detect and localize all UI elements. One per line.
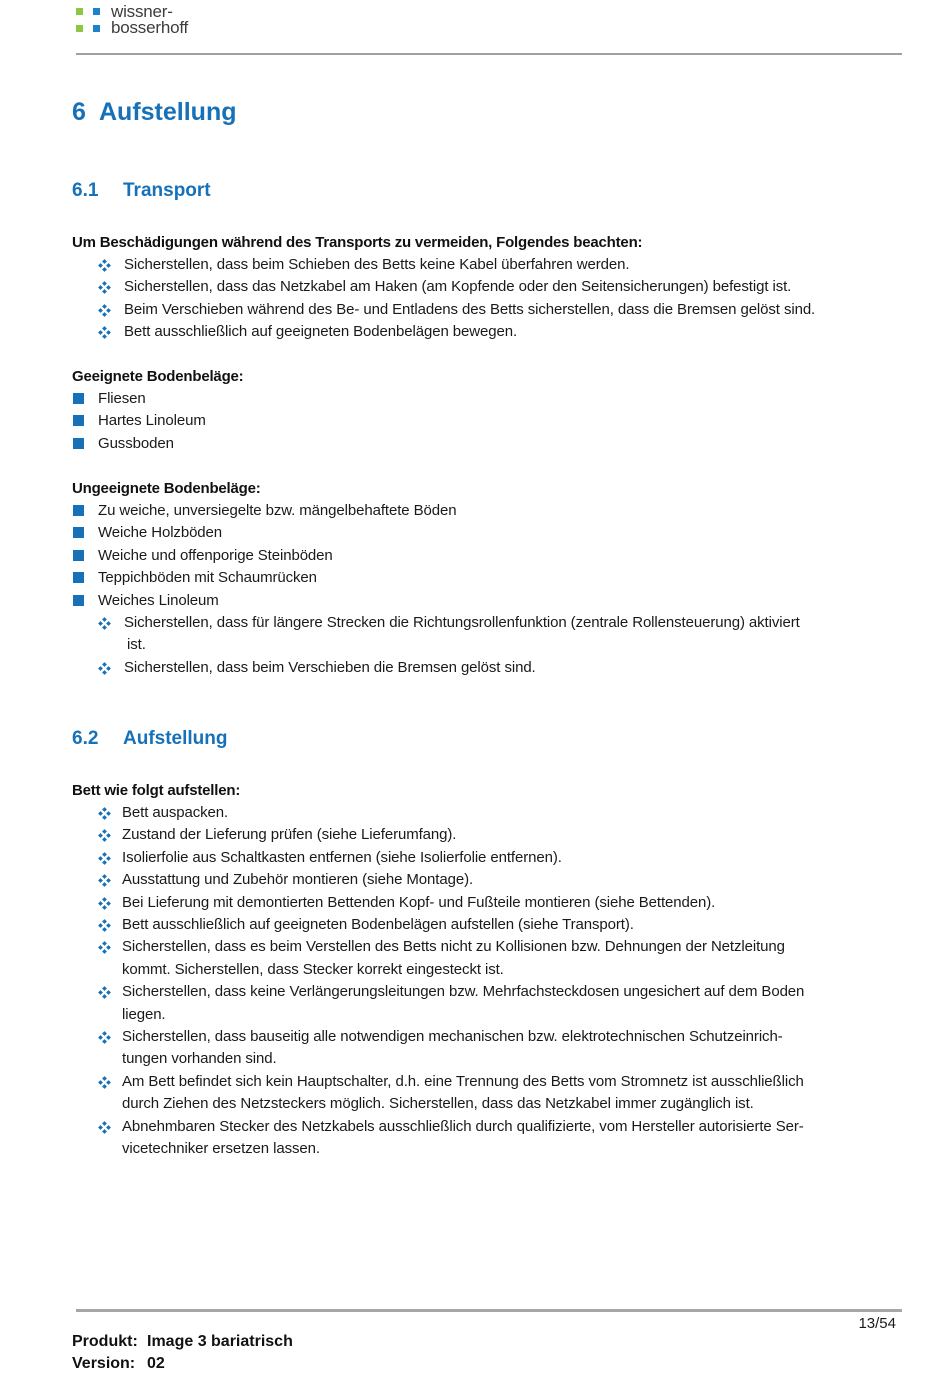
transport-lead: Um Beschädigungen während des Transports zu vermeiden, Folgendes beachten: [72, 234, 643, 251]
setup-list-item: Bei Lieferung mit demontierten Bettenden Kopf- und Fußteile montieren (siehe Bettenden). [122, 893, 716, 911]
logo-square-green [76, 8, 83, 15]
square-bullet-icon [73, 393, 84, 404]
chapter-heading: 6 Aufstellung [72, 98, 237, 126]
diamond-bullet-icon [98, 941, 111, 954]
diamond-bullet-icon [98, 807, 111, 820]
diamond-bullet-icon [98, 852, 111, 865]
square-bullet-icon [73, 438, 84, 449]
diamond-bullet-icon [98, 1076, 111, 1089]
setup-list-item-cont: durch Ziehen des Netzsteckers möglich. Sicherstellen, dass das Netzkabel immer zugänglich ist. [122, 1095, 754, 1113]
setup-list-item: Sicherstellen, dass keine Verlängerungsleitungen bzw. Mehrfachsteckdosen ungesichert auf dem Boden [122, 983, 805, 1001]
diamond-bullet-icon [98, 1031, 111, 1044]
unsuitable-floors-heading: Ungeeignete Bodenbeläge: [72, 480, 261, 497]
unsuitable-floor-item: Weiche und offenporige Steinböden [98, 546, 333, 564]
square-bullet-icon [73, 415, 84, 426]
suitable-floor-item: Hartes Linoleum [98, 412, 206, 430]
suitable-floors-heading: Geeignete Bodenbeläge: [72, 368, 244, 385]
setup-list-item-cont: liegen. [122, 1005, 166, 1023]
square-bullet-icon [73, 505, 84, 516]
footer-divider [76, 1309, 902, 1312]
unsuitable-floor-item: Weiche Holzböden [98, 524, 223, 542]
setup-lead: Bett wie folgt aufstellen: [72, 782, 241, 799]
section-heading-transport: 6.1 Transport [72, 180, 211, 201]
transport-list-item: Bett ausschließlich auf geeigneten Bodenbelägen bewegen. [124, 323, 518, 341]
diamond-bullet-icon [98, 326, 111, 339]
setup-list-item: Am Bett befindet sich kein Hauptschalter, d.h. eine Trennung des Betts vom Stromnetz ist ausschließlich [122, 1072, 804, 1090]
diamond-bullet-icon [98, 986, 111, 999]
square-bullet-icon [73, 527, 84, 538]
square-bullet-icon [73, 572, 84, 583]
unsuitable-floor-item: Weiches Linoleum [98, 591, 219, 609]
setup-list-item-cont: tungen vorhanden sind. [122, 1050, 277, 1068]
logo-text-line2: bosserhoff [111, 18, 189, 37]
logo-text-line1: wissner- [111, 2, 173, 21]
logo-square-blue [93, 8, 100, 15]
transport-list-item: Beim Verschieben während des Be- und Entladens des Betts sicherstellen, dass die Bremsen gelöst sind. [124, 300, 816, 318]
setup-list-item: Sicherstellen, dass bauseitig alle notwendigen mechanischen bzw. elektrotechnischen Schutzeinrich- [122, 1028, 783, 1045]
diamond-bullet-icon [98, 281, 111, 294]
diamond-bullet-icon [98, 617, 111, 630]
diamond-bullet-icon [98, 1121, 111, 1134]
square-bullet-icon [73, 550, 84, 561]
unsuitable-floor-item: Zu weiche, unversiegelte bzw. mängelbehaftete Böden [98, 502, 457, 519]
diamond-bullet-icon [98, 662, 111, 675]
transport-list-item: Sicherstellen, dass beim Schieben des Betts keine Kabel überfahren werden. [124, 256, 630, 273]
setup-list-item: Bett ausschließlich auf geeigneten Bodenbelägen aufstellen (siehe Transport). [122, 916, 634, 933]
logo-square-green [76, 25, 83, 32]
diamond-bullet-icon [98, 874, 111, 887]
setup-list-item: Zustand der Lieferung prüfen (siehe Lieferumfang). [122, 826, 457, 844]
diamond-bullet-icon [98, 829, 111, 842]
diamond-bullet-icon [98, 919, 111, 932]
transport-note-item-cont: ist. [127, 636, 146, 654]
setup-list-item: Abnehmbaren Stecker des Netzkabels ausschließlich durch qualifizierte, vom Hersteller autorisierte Ser- [122, 1117, 804, 1135]
square-bullet-icon [73, 595, 84, 606]
footer-version: Version: 02 [72, 1355, 165, 1372]
transport-note-item: Sicherstellen, dass beim Verschieben die Bremsen gelöst sind. [124, 658, 536, 676]
suitable-floor-item: Fliesen [98, 390, 146, 407]
setup-list-item: Ausstattung und Zubehör montieren (siehe Montage). [122, 871, 474, 889]
header-divider [76, 53, 902, 55]
setup-list-item-cont: vicetechniker ersetzen lassen. [122, 1140, 320, 1157]
diamond-bullet-icon [98, 259, 111, 272]
section-heading-aufstellung: 6.2 Aufstellung [72, 728, 228, 749]
company-logo [76, 3, 276, 37]
setup-list-item: Isolierfolie aus Schaltkasten entfernen (siehe Isolierfolie entfernen). [122, 848, 562, 866]
setup-list-item-cont: kommt. Sicherstellen, dass Stecker korrekt eingesteckt ist. [122, 960, 504, 978]
footer-product: Produkt: Image 3 bariatrisch [72, 1333, 293, 1350]
transport-note-item: Sicherstellen, dass für längere Strecken die Richtungsrollenfunktion (zentrale Rollensteuerung) aktiviert [124, 614, 800, 631]
unsuitable-floor-item: Teppichböden mit Schaumrücken [98, 569, 317, 587]
logo-square-blue [93, 25, 100, 32]
setup-list-item: Bett auspacken. [122, 804, 229, 821]
diamond-bullet-icon [98, 304, 111, 317]
page-number: 13/54 [858, 1315, 896, 1332]
diamond-bullet-icon [98, 897, 111, 910]
transport-list-item: Sicherstellen, dass das Netzkabel am Haken (am Kopfende oder den Seitensicherungen) befestigt ist. [124, 278, 792, 296]
suitable-floor-item: Gussboden [98, 434, 174, 452]
setup-list-item: Sicherstellen, dass es beim Verstellen des Betts nicht zu Kollisionen bzw. Dehnungen der Netzleitung [122, 938, 785, 956]
